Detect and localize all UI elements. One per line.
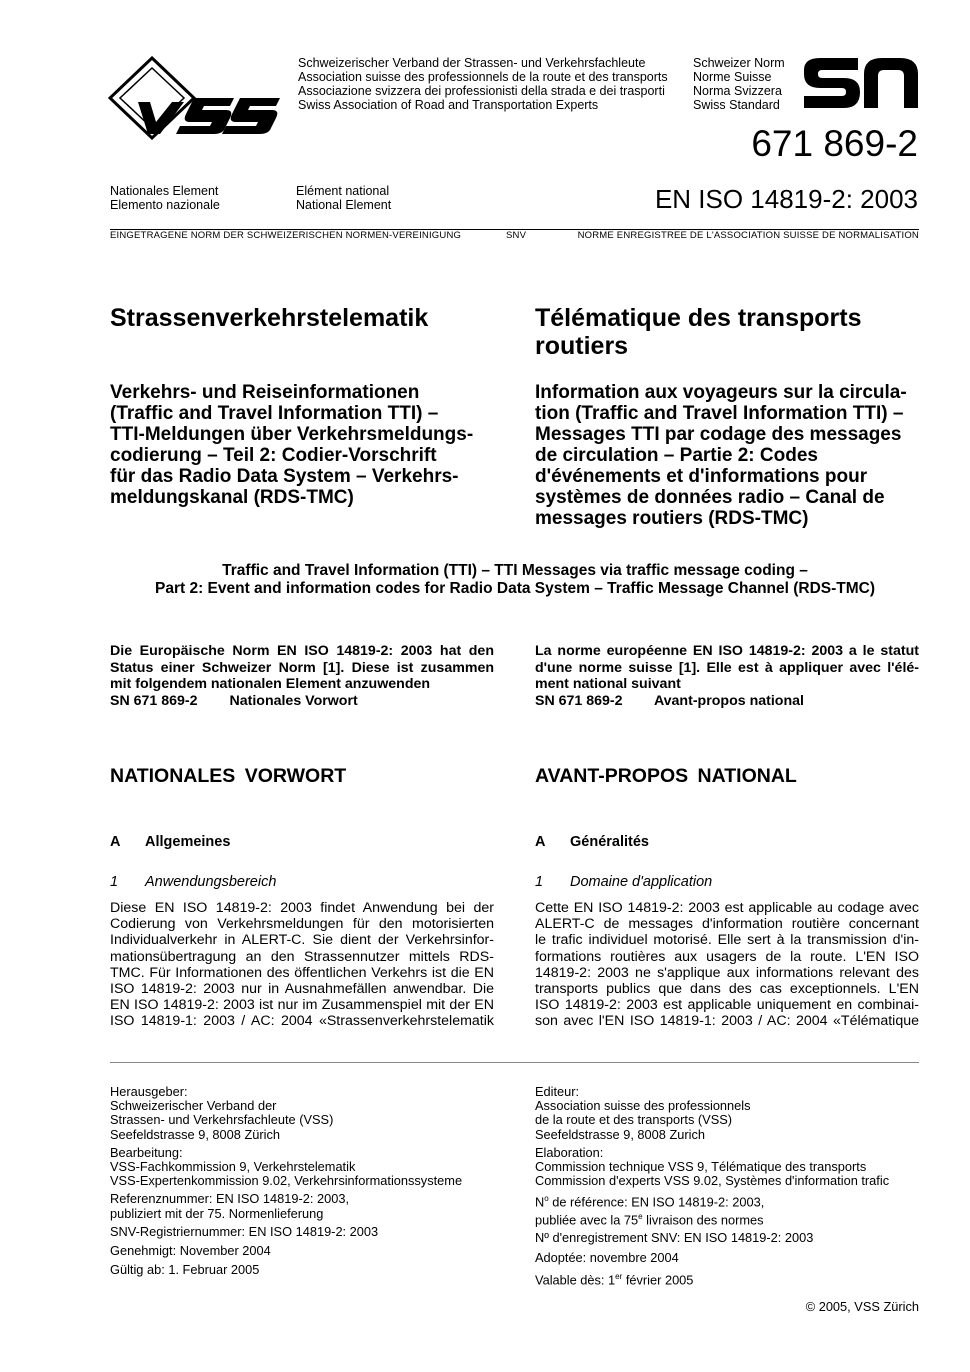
subsection-a-de-letter: A: [110, 834, 121, 850]
status-de-ref: [110, 693, 494, 710]
status-fr-ref-label: Avant-propos national: [653, 692, 804, 709]
norm-line-en: Swiss Standard: [693, 98, 780, 112]
body-fr-line: ISO 14819-2: 2003 est applicable uniquement en combinai-: [535, 997, 919, 1014]
registration-de: EINGETRAGENE NORM DER SCHWEIZERISCHEN NORMEN-VEREINIGUNG: [110, 230, 462, 241]
body-de-line: ISO 14819-2: 2003 nur in Ausnahmefällen anwendbar. Die: [110, 981, 494, 998]
imprint-fr-line: de la route et des transports (VSS): [535, 1112, 733, 1128]
organization-names: [298, 56, 668, 112]
imprint-de-line: Genehmigt: November 2004: [110, 1243, 271, 1259]
imprint-de-line: Seefeldstrasse 9, 8008 Zürich: [110, 1126, 281, 1142]
subsection-1-de-number: 1: [110, 874, 119, 890]
org-line-en: Swiss Association of Road and Transportation Experts: [298, 98, 599, 112]
status-de-line: mit folgendem nationalen Element anzuwenden: [110, 676, 431, 692]
subtitle-fr-line: Information aux voyageurs sur la circula-: [535, 382, 907, 403]
imprint-fr: [535, 1085, 935, 1287]
imprint-fr-line: Editeur:: [535, 1084, 580, 1099]
heading-foreword-fr: AVANT-PROPOS NATIONAL: [535, 765, 797, 787]
element-en: National Element: [296, 198, 392, 212]
status-de: [110, 643, 494, 709]
subtitle-de-line: (Traffic and Travel Information TTI) –: [110, 403, 439, 424]
element-it: Elemento nazionale: [110, 198, 220, 212]
imprint-de-line: Herausgeber:: [110, 1084, 188, 1099]
subtitle-fr: [535, 382, 925, 529]
body-de-line: mationsübertragung an den Strassennutzer mittels RDS-: [110, 948, 494, 965]
vss-logo: [108, 56, 290, 140]
body-de: [110, 900, 494, 1030]
title-fr: [535, 304, 861, 360]
status-de-ref-number: SN 671 869-2: [110, 692, 198, 709]
subtitle-de-line: TTI-Meldungen über Verkehrsmeldungs-: [110, 424, 474, 445]
body-fr: [535, 900, 919, 1030]
footer-rule: [110, 1062, 919, 1063]
title-en: [100, 562, 930, 598]
status-de-line: Die Europäische Norm EN ISO 14819-2: 2003 hat den: [110, 643, 494, 659]
subsection-a-fr: [535, 834, 649, 850]
imprint-de-line: Strassen- und Verkehrsfachleute (VSS): [110, 1112, 334, 1128]
subtitle-fr-line: tion (Traffic and Travel Information TTI) –: [535, 403, 904, 424]
status-fr: [535, 643, 919, 709]
imprint-de-line: Schweizerischer Verband der: [110, 1098, 277, 1114]
norm-type-lines: [693, 56, 785, 112]
element-fr: Elément national: [296, 184, 390, 198]
en-iso-reference: EN ISO 14819-2: 2003: [654, 184, 918, 214]
imprint-de-line: publiziert mit der 75. Normenlieferung: [110, 1205, 324, 1221]
imprint-de-line: Bearbeitung:: [110, 1144, 183, 1160]
subsection-a-fr-letter: A: [535, 834, 546, 850]
imprint-de-line: VSS-Expertenkommission 9.02, Verkehrsinformationssysteme: [110, 1173, 463, 1189]
element-de: Nationales Element: [110, 184, 219, 198]
subtitle-de-line: codierung – Teil 2: Codier-Vorschrift: [110, 445, 437, 466]
subtitle-fr-line: systèmes de données radio – Canal de: [535, 487, 885, 508]
norm-line-fr: Norme Suisse: [693, 70, 772, 84]
subsection-1-fr-number: 1: [535, 874, 544, 890]
imprint-fr-line: Seefeldstrasse 9, 8008 Zurich: [535, 1126, 706, 1142]
status-fr-line: La norme européenne EN ISO 14819-2: 2003 a le statut: [535, 643, 919, 659]
imprint-de: [110, 1085, 510, 1277]
registration-fr: NORME ENREGISTREE DE L'ASSOCIATION SUISSE DE NORMALISATION: [577, 230, 919, 241]
status-fr-ref-number: SN 671 869-2: [535, 692, 623, 709]
imprint-fr-line: $N^o$ de référence: EN ISO 14819-2: 2003,: [535, 1194, 765, 1210]
body-fr-line: Cette EN ISO 14819-2: 2003 est applicable au codage avec: [535, 900, 919, 916]
subtitle-fr-line: messages routiers (RDS-TMC): [535, 508, 809, 529]
body-de-line: EN ISO 14819-2: 2003 ist nur im Zusammenspiel mit der EN: [110, 997, 494, 1014]
title-fr-line1: Télématique des transports: [535, 304, 862, 332]
subtitle-de-line: meldungskanal (RDS-TMC): [110, 487, 354, 508]
body-fr-line: son avec l'EN ISO 14819-1: 2003 / AC: 2004 «Télématique: [535, 1013, 919, 1030]
body-de-line: ISO 14819-1: 2003 / AC: 2004 «Strassenverkehrstelematik: [110, 1013, 494, 1030]
sn-logo: [802, 56, 920, 110]
status-de-ref-label: Nationales Vorwort: [229, 692, 358, 709]
subsection-a-de: [110, 834, 230, 850]
status-fr-ref: [535, 693, 919, 710]
imprint-fr-line: Commission technique VSS 9, Télématique des transports: [535, 1159, 867, 1175]
registration-snv: SNV: [506, 230, 527, 241]
body-fr-line: transports publics que dans des cas exceptionnels. L'EN: [535, 981, 919, 998]
copyright: © 2005, VSS Zürich: [805, 1299, 919, 1314]
subsection-a-de-label: Allgemeines: [145, 834, 231, 850]
body-fr-line: le trafic individuel motorisé. Elle sert à la transmission d'in-: [535, 932, 919, 949]
imprint-de-line: Referenznummer: EN ISO 14819-2: 2003,: [110, 1191, 349, 1207]
subsection-a-fr-label: Généralités: [570, 834, 649, 850]
imprint-fr-line: Association suisse des professionnels: [535, 1098, 751, 1114]
status-de-line: Status einer Schweizer Norm [1]. Diese ist zusammen: [110, 659, 494, 676]
heading-foreword-de: NATIONALES VORWORT: [110, 765, 347, 787]
org-line-it: Associazione svizzera dei professionisti della strada e dei trasporti: [298, 84, 665, 98]
norm-line-it: Norma Svizzera: [693, 84, 782, 98]
imprint-fr-line: Adoptée: novembre 2004: [535, 1249, 679, 1265]
subtitle-de-line: Verkehrs- und Reiseinformationen: [110, 382, 420, 403]
imprint-fr-line: Valable dès: 1er février 2005: [535, 1271, 694, 1288]
body-fr-line: ALERT-C de messages d'information routière concernant: [535, 916, 919, 933]
subtitle-fr-line: Messages TTI par codage des messages: [535, 424, 902, 445]
title-en-line2: Part 2: Event and information codes for Radio Data System – Traffic Message Channel (RDS-TMC): [154, 580, 876, 597]
body-de-line: TMC. Für Informationen des öffentlichen Verkehrs ist die EN: [110, 964, 494, 981]
imprint-fr-line: Commission d'experts VSS 9.02, Systèmes d'information trafic: [535, 1173, 890, 1189]
subtitle-de-line: für das Radio Data System – Verkehrs-: [110, 466, 459, 487]
subsection-1-de-label: Anwendungsbereich: [145, 874, 277, 890]
title-de: Strassenverkehrstelematik: [110, 304, 429, 332]
subsection-1-fr-label: Domaine d'application: [570, 874, 713, 890]
org-line-de: Schweizerischer Verband der Strassen- und Verkehrsfachleute: [298, 56, 646, 70]
subsection-1-de: [110, 874, 276, 890]
subtitle-fr-line: de circulation – Partie 2: Codes: [535, 445, 818, 466]
body-de-line: Codierung von Verkehrsmeldungen für den motorisierten: [110, 916, 494, 933]
norm-line-de: Schweizer Norm: [693, 56, 785, 70]
imprint-de-line: VSS-Fachkommission 9, Verkehrstelematik: [110, 1159, 356, 1175]
status-fr-line: ment national suivant: [535, 676, 681, 692]
imprint-de-line: SNV-Registriernummer: EN ISO 14819-2: 2003: [110, 1223, 379, 1239]
imprint-de-line: Gültig ab: 1. Februar 2005: [110, 1262, 260, 1278]
body-fr-line: formations routières aux usagers de la route. L'EN ISO: [535, 948, 919, 965]
title-fr-line2: routiers: [535, 332, 629, 360]
subsection-1-fr: [535, 874, 712, 890]
imprint-fr-line: Nº d'enregistrement SNV: EN ISO 14819-2: 2003: [535, 1230, 814, 1246]
national-element-de-it: [110, 184, 220, 212]
org-line-fr: Association suisse des professionnels de la route et des transports: [298, 70, 668, 84]
imprint-fr-line: publiée avec la 75e livraison des normes: [535, 1211, 764, 1228]
subtitle-fr-line: d'événements et d'informations pour: [535, 466, 868, 487]
body-de-line: Diese EN ISO 14819-2: 2003 findet Anwendung bei der: [110, 900, 494, 916]
title-en-line1: Traffic and Travel Information (TTI) – TTI Messages via traffic message coding –: [222, 562, 808, 579]
body-fr-line: 14819-2: 2003 ne s'applique aux informations relevant des: [535, 964, 919, 981]
national-element-fr-en: [296, 184, 391, 212]
subtitle-de: [110, 382, 500, 508]
status-fr-line: d'une norme suisse [1]. Elle est à appliquer avec l'élé-: [535, 659, 919, 676]
norm-number: 671 869-2: [751, 123, 918, 164]
imprint-fr-line: Elaboration:: [535, 1144, 604, 1160]
body-de-line: Individualverkehr in ALERT-C. Sie dient der Verkehrsinfor-: [110, 932, 494, 949]
